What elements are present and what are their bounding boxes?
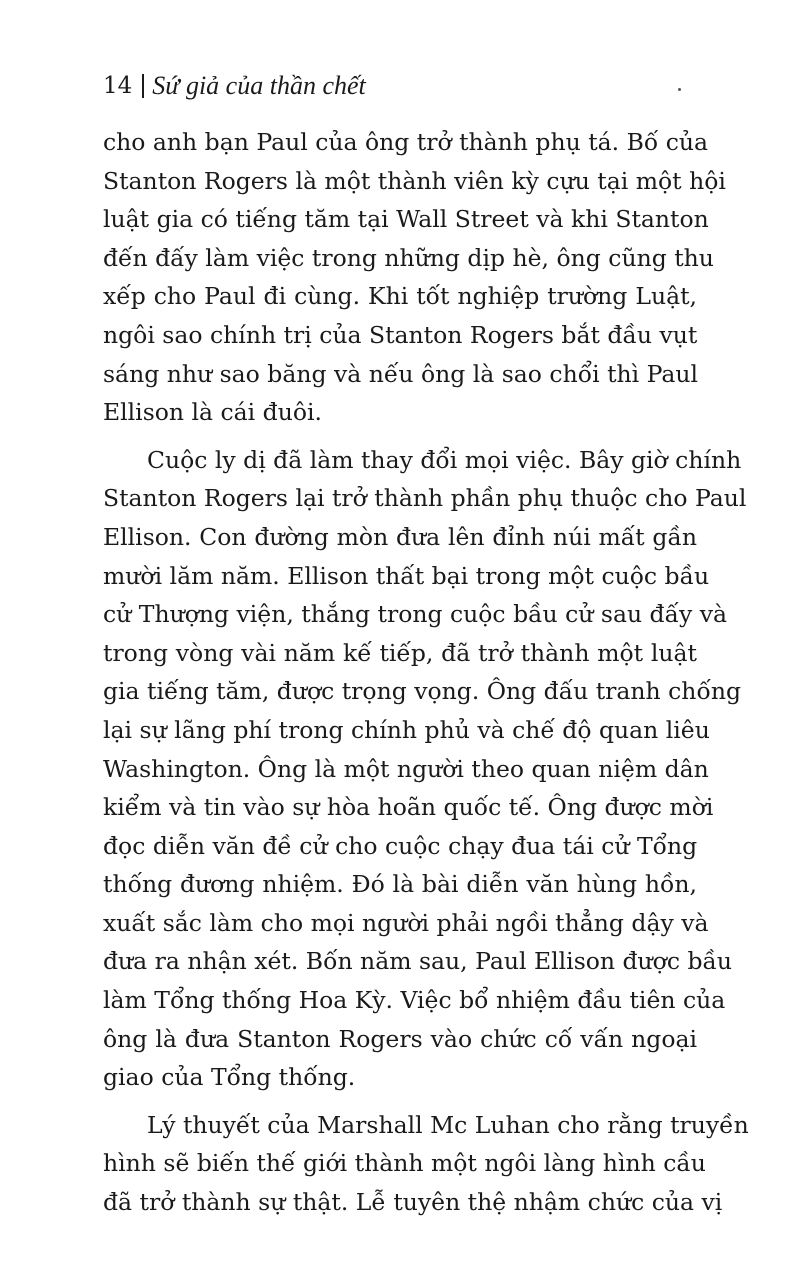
paragraph-3 bbox=[103, 1106, 749, 1222]
page-number: 14 bbox=[103, 73, 133, 99]
text-line: Ellison. Con đường mòn đưa lên đỉnh núi mất gần bbox=[103, 522, 697, 551]
text-line: đọc diễn văn đề cử cho cuộc chạy đua tái cử Tổng bbox=[103, 831, 698, 860]
text-line: sáng như sao băng và nếu ông là sao chổi thì Paul bbox=[103, 359, 699, 388]
text-line: Washington. Ông là một người theo quan niệm dân bbox=[103, 754, 709, 783]
text-line: luật gia có tiếng tăm tại Wall Street và khi Stanton bbox=[103, 205, 709, 234]
text-line: ngôi sao chính trị của Stanton Rogers bắt đầu vụt bbox=[103, 320, 698, 349]
text-line: gia tiếng tăm, được trọng vọng. Ông đấu tranh chống bbox=[103, 677, 741, 706]
text-line: Cuộc ly dị đã làm thay đổi mọi việc. Bây giờ chính bbox=[147, 445, 742, 474]
text-line: Stanton Rogers lại trở thành phần phụ thuộc cho Paul bbox=[103, 484, 747, 513]
text-line: xếp cho Paul đi cùng. Khi tốt nghiệp trường Luật, bbox=[103, 282, 697, 311]
book-title: Sứ giả của thần chết bbox=[152, 71, 366, 100]
print-speck bbox=[678, 88, 681, 91]
text-line: giao của Tổng thống. bbox=[103, 1063, 356, 1092]
text-line: thống đương nhiệm. Đó là bài diễn văn hùng hồn, bbox=[103, 870, 697, 899]
header-divider bbox=[142, 74, 144, 98]
text-line: mười lăm năm. Ellison thất bại trong một cuộc bầu bbox=[103, 561, 710, 590]
text-line: đã trở thành sự thật. Lễ tuyên thệ nhậm chức của vị bbox=[103, 1188, 723, 1217]
text-line: Ellison là cái đuôi. bbox=[103, 398, 322, 427]
text-line: kiểm và tin vào sự hòa hoãn quốc tế. Ông được mời bbox=[103, 793, 714, 822]
text-line: làm Tổng thống Hoa Kỳ. Việc bổ nhiệm đầu tiên của bbox=[103, 986, 726, 1015]
text-line: ông là đưa Stanton Rogers vào chức cố vấn ngoại bbox=[103, 1024, 697, 1053]
text-line: cho anh bạn Paul của ông trở thành phụ tá. Bố của bbox=[103, 128, 709, 156]
text-line: lại sự lãng phí trong chính phủ và chế độ quan liêu bbox=[103, 715, 710, 744]
paragraph-1 bbox=[103, 123, 726, 432]
text-line: xuất sắc làm cho mọi người phải ngồi thẳng dậy và bbox=[103, 908, 709, 937]
text-line: cử Thượng viện, thắng trong cuộc bầu cử sau đấy và bbox=[103, 600, 728, 629]
body-text bbox=[103, 123, 749, 1231]
text-line: đưa ra nhận xét. Bốn năm sau, Paul Ellison được bầu bbox=[103, 947, 733, 976]
text-line: trong vòng vài năm kế tiếp, đã trở thành một luật bbox=[103, 638, 697, 667]
text-line: Stanton Rogers là một thành viên kỳ cựu tại một hội bbox=[103, 166, 726, 195]
text-line: đến đấy làm việc trong những dịp hè, ông cũng thu bbox=[103, 243, 714, 272]
running-header bbox=[103, 68, 366, 104]
paragraph-2 bbox=[103, 441, 747, 1097]
text-line: Lý thuyết của Marshall Mc Luhan cho rằng truyền bbox=[147, 1110, 749, 1139]
text-line: hình sẽ biến thế giới thành một ngôi làng hình cầu bbox=[103, 1149, 706, 1178]
